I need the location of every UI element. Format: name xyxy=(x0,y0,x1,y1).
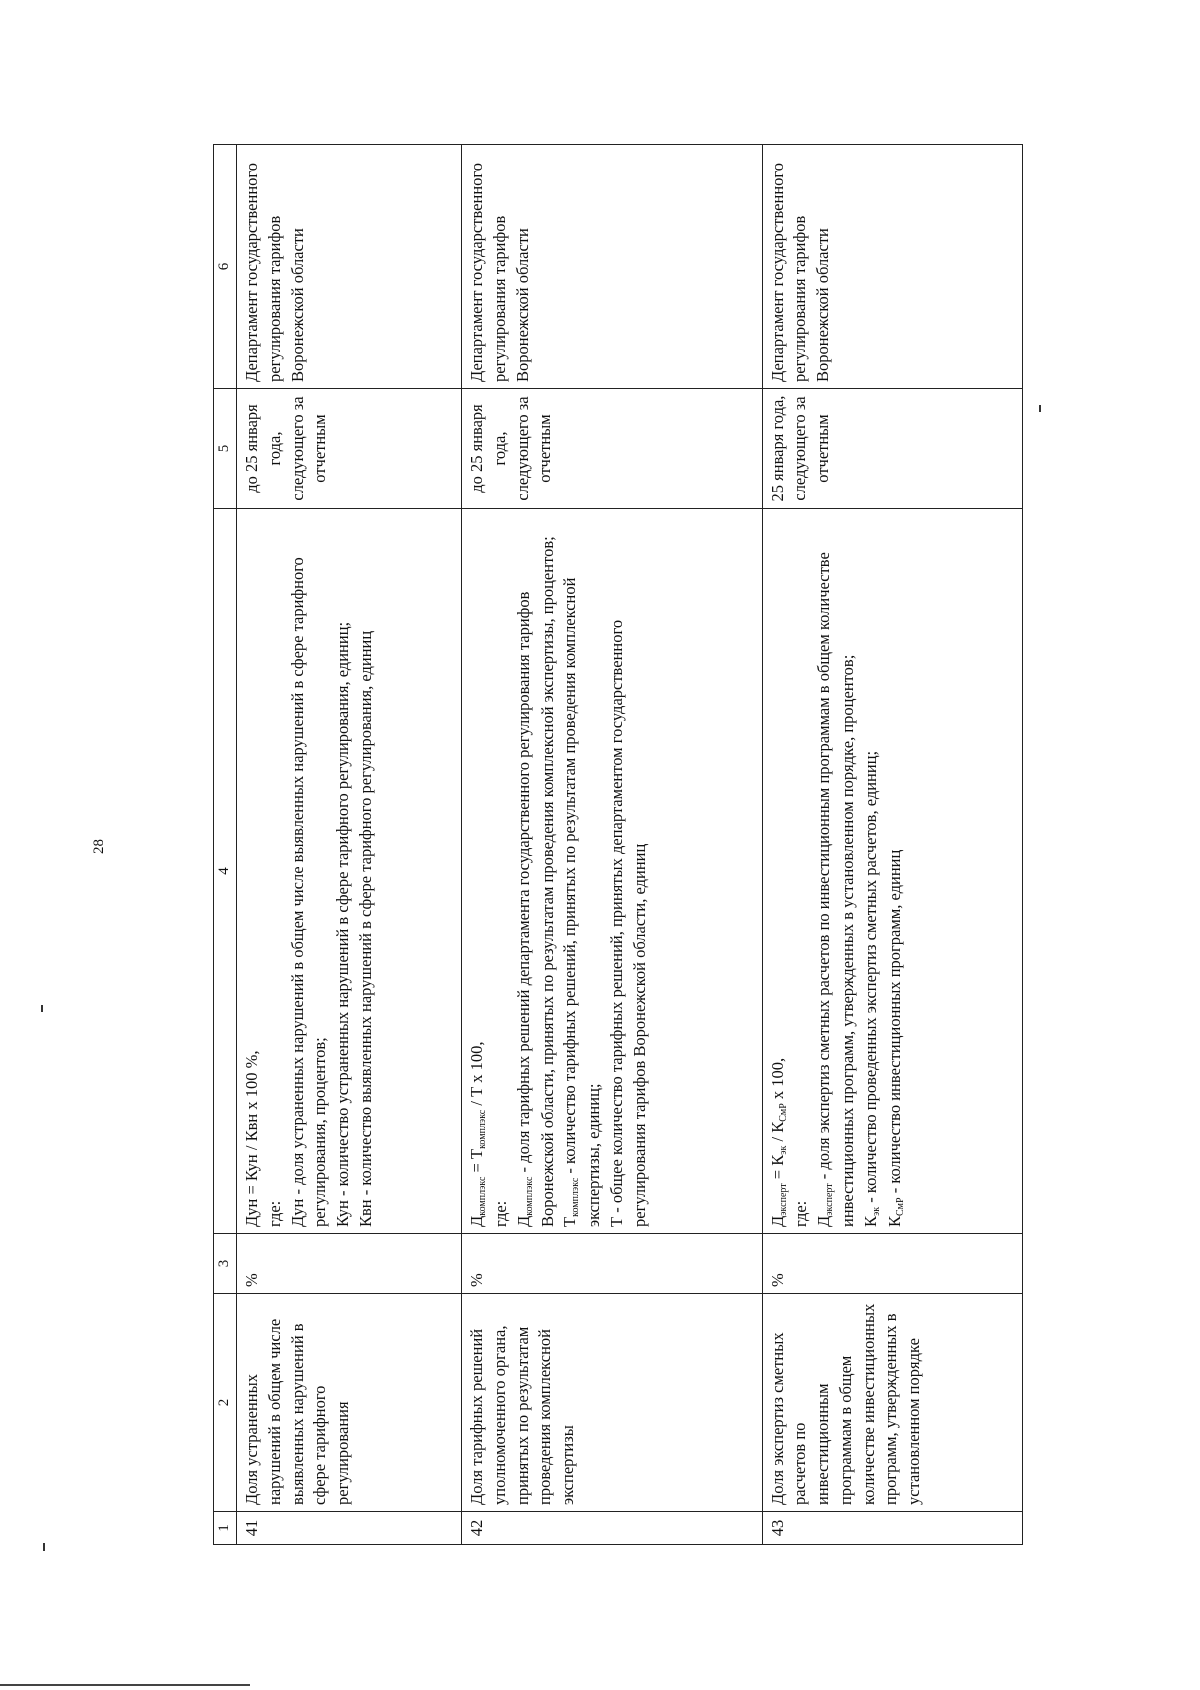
indicator-name: Доля устраненных нарушений в общем числе выявленных нарушений в сфере тарифного регулирования xyxy=(237,1294,462,1512)
where-label: где: xyxy=(791,1200,811,1227)
formula: Дун = Кун / Квн х 100 %, xyxy=(242,1050,261,1227)
unit: % xyxy=(762,1234,1022,1294)
row-number: 41 xyxy=(237,1512,462,1545)
indicator-name: Доля тарифных решений уполномоченного органа, принятых по результатам проведения комплексной экспертизы xyxy=(462,1294,762,1512)
column-number: 5 xyxy=(214,389,237,509)
table-row xyxy=(237,145,462,1545)
column-number: 1 xyxy=(214,1512,237,1545)
scan-speck xyxy=(41,1005,43,1012)
formula: $Д_{эксперт} = К_{эк} / К_{СмР}$ х 100, xyxy=(767,1057,789,1227)
responsible: Департамент государственного регулирования тарифов Воронежской области xyxy=(462,145,762,389)
row-number: 43 xyxy=(762,1512,1022,1545)
table-row xyxy=(462,145,762,1545)
formula: $Д_{комплэкс} = Т_{комплэкс} / Т$ х 100, xyxy=(467,1041,489,1227)
definition: $К_{эк}$ - количество проведенных экспертиз сметных расчетов, единиц; xyxy=(860,750,882,1227)
indicator-name: Доля экспертиз сметных расчетов по инвестиционным программам в общем количестве инвестиционных программ, утвержденных в установленном порядке xyxy=(762,1294,1022,1512)
column-number-row xyxy=(214,145,237,1545)
definition: $К_{СмР}$ - количество инвестиционных программ, единиц xyxy=(884,849,906,1227)
responsible: Департамент государственного регулирования тарифов Воронежской области xyxy=(237,145,462,389)
scan-edge-line xyxy=(0,1684,250,1686)
scan-speck xyxy=(1039,405,1041,412)
column-number: 3 xyxy=(214,1234,237,1294)
calculation-method xyxy=(762,509,1022,1234)
definition: $Т_{комплэкс}$ - количество тарифных решений, принятых по результатам проведения комплексной экспертизы, единиц; xyxy=(560,577,604,1227)
where-label: где: xyxy=(490,1200,510,1227)
row-number: 42 xyxy=(462,1512,762,1545)
calculation-method xyxy=(462,509,762,1234)
deadline: 25 января года, следующего за отчетным xyxy=(762,389,1022,509)
responsible: Департамент государственного регулирования тарифов Воронежской области xyxy=(762,145,1022,389)
deadline: до 25 января года, следующего за отчетным xyxy=(237,389,462,509)
rotated-table-container xyxy=(213,145,1023,1545)
definition: $Д_{комплэкс}$ - доля тарифных решений департамента государственного регулирования тарифов Воронежской области, принятых по результатам проведения комплексной экспертизы, процентов; xyxy=(513,536,557,1227)
page-number: 28 xyxy=(91,839,107,854)
table-row xyxy=(762,145,1022,1545)
column-number: 4 xyxy=(214,509,237,1234)
definition: Квн - количество выявленных нарушений в сфере тарифного регулирования, единиц xyxy=(355,630,375,1227)
unit: % xyxy=(462,1234,762,1294)
scan-speck xyxy=(43,1543,45,1551)
calculation-method xyxy=(237,509,462,1234)
definition: Т - общее количество тарифных решений, принятых департаментом государственного регулирования тарифов Воронежской области, единиц xyxy=(606,619,649,1227)
definition: $Д_{эксперт}$ - доля экспертиз сметных расчетов по инвестиционным программам в общем количестве инвестиционных программ, утвержденных в установленном порядке, процентов; xyxy=(814,552,857,1227)
deadline: до 25 января года, следующего за отчетным xyxy=(462,389,762,509)
column-number: 2 xyxy=(214,1294,237,1512)
where-label: где: xyxy=(264,1200,284,1227)
indicators-table xyxy=(213,144,1023,1545)
column-number: 6 xyxy=(214,145,237,389)
unit: % xyxy=(237,1234,462,1294)
definition: Кун - количество устраненных нарушений в сфере тарифного регулирования, единиц; xyxy=(333,621,353,1227)
definition: Дун - доля устраненных нарушений в общем числе выявленных нарушений в сфере тарифного регулирования, процентов; xyxy=(287,557,330,1227)
